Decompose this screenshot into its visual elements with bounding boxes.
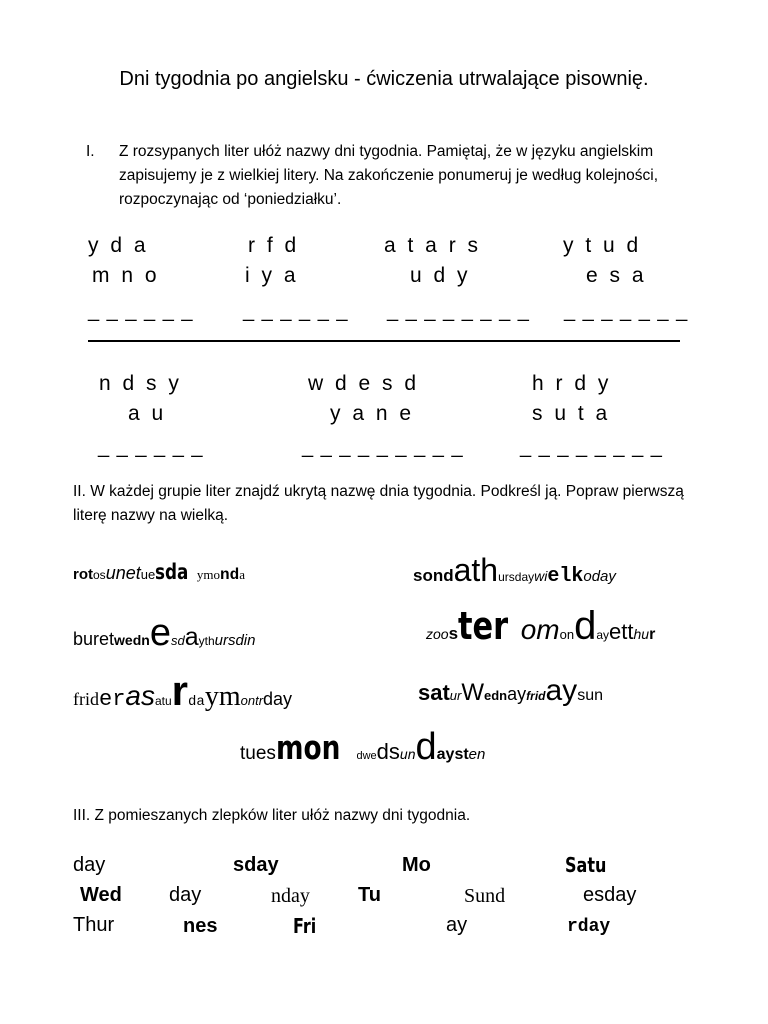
answer-blank: _ _ _ _ _ _ _ _ _ (302, 436, 464, 458)
scrambled-top: a t a r s (384, 234, 480, 257)
section3-instruction: III. Z pomieszanych zlepków liter ułóż nazwy dni tygodnia. (73, 807, 471, 824)
scrambled-bottom: s u t a (532, 402, 609, 425)
scrambled-top: y t u d (563, 234, 640, 257)
hidden-word-puzzle-5: frid er as atu r da ym ontr day (73, 667, 293, 714)
fragment: Wed (80, 884, 122, 906)
scrambled-bottom: e s a (586, 264, 645, 287)
hidden-word-puzzle-3: b uret wedn e sd a yth ursdin (73, 612, 256, 654)
answer-blank: _ _ _ _ _ _ _ _ (387, 300, 530, 322)
divider (88, 340, 680, 342)
fragment: rday (567, 917, 611, 937)
scrambled-bottom: y a n e (330, 402, 413, 425)
answer-blank: _ _ _ _ _ _ (243, 300, 349, 322)
scrambled-bottom: i y a (245, 264, 297, 287)
fragment: Mo (402, 854, 431, 876)
fragment: Sund (464, 885, 506, 907)
scrambled-top: w d e s d (308, 372, 418, 395)
scrambled-top: h r d y (532, 372, 610, 395)
fragment: day (169, 884, 202, 906)
fragment: sday (233, 854, 279, 876)
fragment: Satu (565, 853, 607, 877)
scrambled-bottom: m n o (92, 264, 158, 287)
fragment: nes (183, 915, 218, 937)
hidden-word-puzzle-6: sat ur W edn ay frid ay sun (418, 674, 603, 707)
scrambled-top: n d s y (99, 372, 180, 395)
scrambled-bottom: a u (128, 402, 165, 425)
fragment: ay (446, 914, 468, 936)
answer-blank: _ _ _ _ _ _ _ (564, 300, 689, 322)
scrambled-top: r f d (248, 234, 298, 257)
fragment: day (73, 854, 106, 876)
section1-instruction: Z rozsypanych liter ułóż nazwy dni tygodnia. Pamiętaj, że w języku angielskim zapisujemy je z wielkiej litery. Na zakończenie ponumeruj je według kolejności, rozpoczynając od ‘poniedziałku’. (119, 143, 659, 208)
hidden-word-puzzle-1: rot os unet ue sda ymo nd a (73, 560, 246, 584)
answer-blank: _ _ _ _ _ _ _ _ (520, 436, 663, 458)
scrambled-bottom: u d y (410, 264, 469, 287)
page-title: Dni tygodnia po angielsku - ćwiczenia utrwalające pisownię. (119, 68, 649, 90)
answer-blank: _ _ _ _ _ _ (88, 300, 194, 322)
fragment: esday (583, 884, 637, 906)
fragment: Thur (73, 914, 115, 936)
fragment: Fri (293, 914, 317, 938)
fragment: nday (271, 885, 310, 907)
section2-instruction: II. W każdej grupie liter znajdź ukrytą nazwę dnia tygodnia. Podkreśl ją. Popraw pierwszą literę nazwy na wielką. (73, 483, 684, 524)
hidden-word-puzzle-2: sond ath ursday wi elk oday (413, 552, 616, 588)
hidden-word-puzzle-7: tues mon dwe ds un d ayst en (240, 726, 486, 768)
scrambled-top: y d a (88, 234, 147, 257)
fragment: Tu (358, 884, 381, 906)
section1-number: I. (86, 143, 95, 160)
hidden-word-puzzle-4: zoo s ter om on d ay ett hu r (426, 604, 656, 648)
answer-blank: _ _ _ _ _ _ (98, 436, 204, 458)
